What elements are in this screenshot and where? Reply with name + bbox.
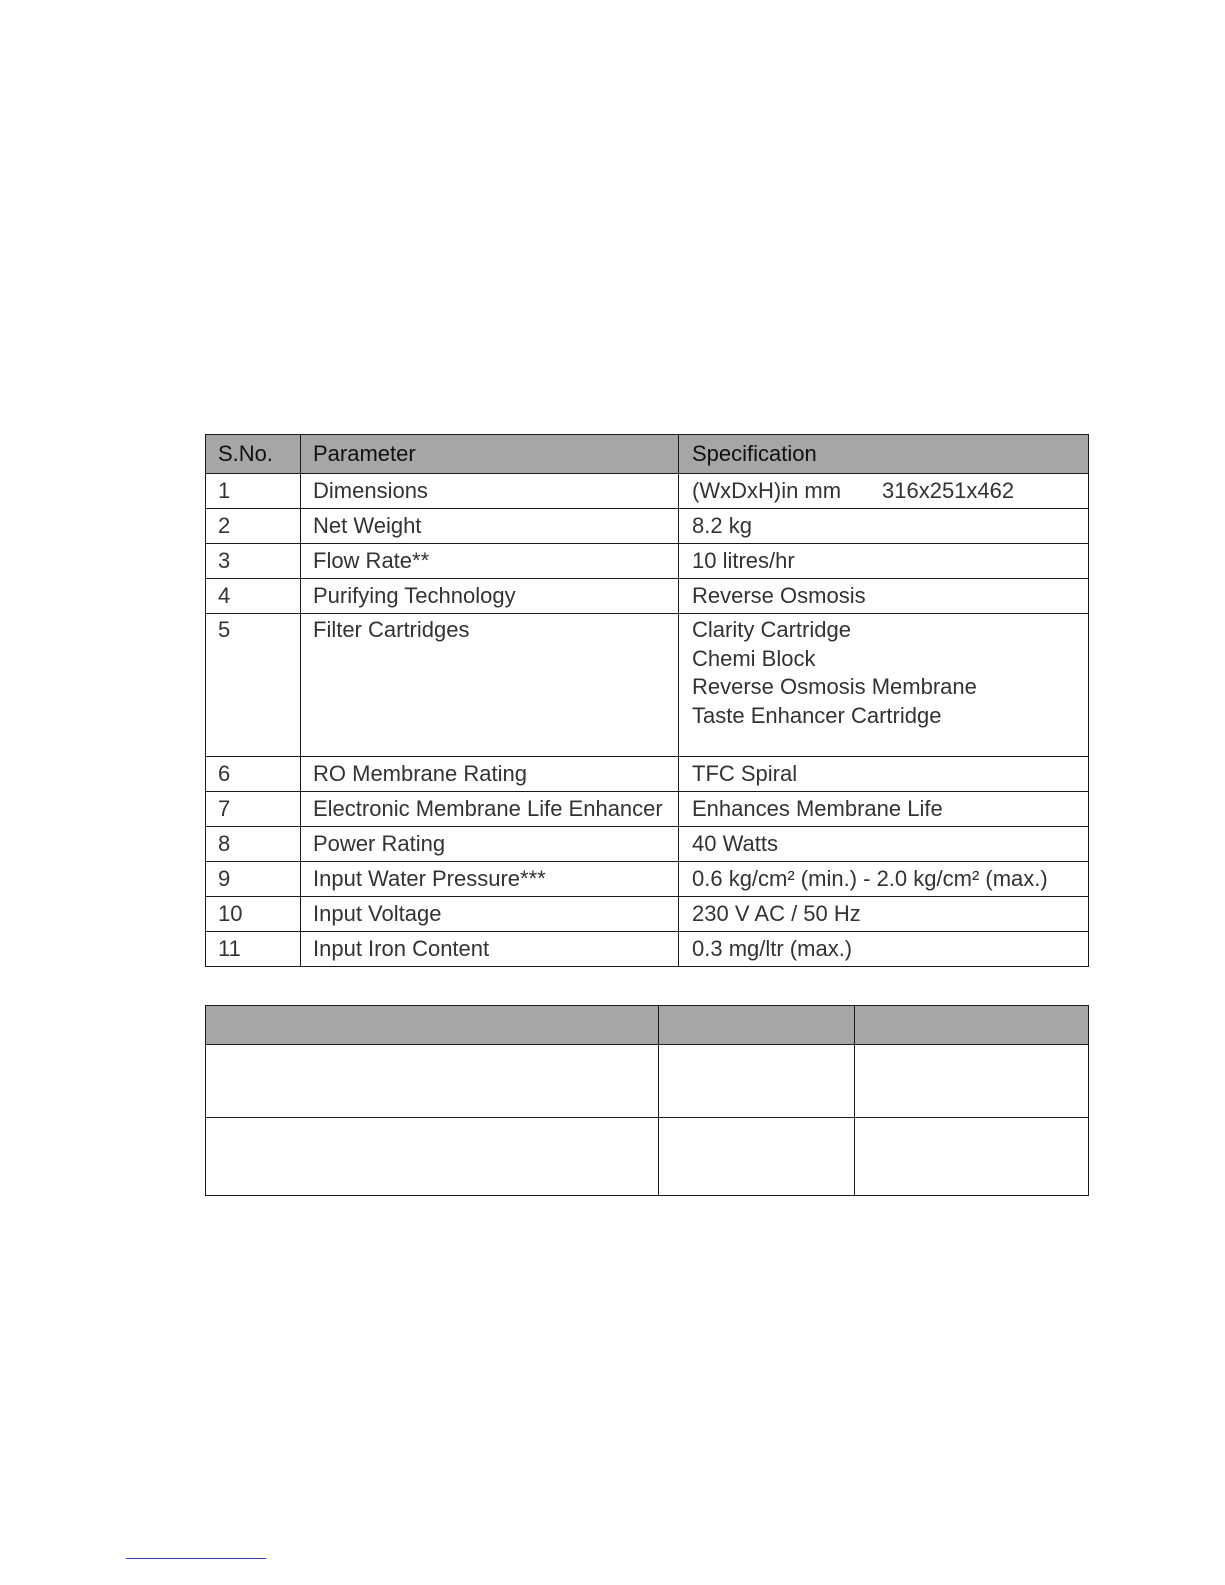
row-specification: [679, 474, 1089, 509]
row-specification: TFC Spiral: [679, 757, 1089, 792]
row-sno: 9: [206, 862, 301, 897]
filter-cartridge-item: Reverse Osmosis Membrane: [692, 674, 977, 699]
specification-table: [205, 434, 1089, 967]
row-parameter: Purifying Technology: [301, 579, 679, 614]
empty-table-row: [206, 1118, 1089, 1196]
footnote-separator: [126, 1558, 266, 1559]
row-parameter: Electronic Membrane Life Enhancer: [301, 792, 679, 827]
empty-table: [205, 1005, 1089, 1196]
empty-cell: [659, 1118, 855, 1196]
row-sno: 7: [206, 792, 301, 827]
row-sno: 6: [206, 757, 301, 792]
table-row: [206, 474, 1089, 509]
empty-cell: [206, 1045, 659, 1118]
row-parameter: Input Iron Content: [301, 932, 679, 967]
table-row: [206, 827, 1089, 862]
table-row: [206, 932, 1089, 967]
empty-cell: [206, 1118, 659, 1196]
filter-cartridge-item: Clarity Cartridge: [692, 617, 851, 642]
row-sno: 11: [206, 932, 301, 967]
row-specification: Reverse Osmosis: [679, 579, 1089, 614]
header-sno: S.No.: [206, 435, 301, 474]
header-specification: Specification: [679, 435, 1089, 474]
row-specification: 0.3 mg/ltr (max.): [679, 932, 1089, 967]
row-parameter: Input Water Pressure***: [301, 862, 679, 897]
row-specification: [679, 614, 1089, 757]
row-sno: 4: [206, 579, 301, 614]
row-specification: Enhances Membrane Life: [679, 792, 1089, 827]
dimension-unit: (WxDxH)in mm: [692, 478, 842, 503]
empty-table-row: [206, 1045, 1089, 1118]
row-specification: 40 Watts: [679, 827, 1089, 862]
empty-header-cell: [855, 1006, 1089, 1045]
row-sno: 1: [206, 474, 301, 509]
table-header-row: [206, 435, 1089, 474]
row-sno: 10: [206, 897, 301, 932]
filter-cartridge-item: Taste Enhancer Cartridge: [692, 702, 942, 728]
row-parameter: Input Voltage: [301, 897, 679, 932]
row-specification: 0.6 kg/cm² (min.) - 2.0 kg/cm² (max.): [679, 862, 1089, 897]
row-parameter: Filter Cartridges: [301, 614, 679, 757]
row-sno: 2: [206, 509, 301, 544]
empty-cell: [855, 1118, 1089, 1196]
empty-cell: [855, 1045, 1089, 1118]
header-parameter: Parameter: [301, 435, 679, 474]
row-specification: 8.2 kg: [679, 509, 1089, 544]
empty-cell: [659, 1045, 855, 1118]
table-row: [206, 579, 1089, 614]
empty-header-cell: [659, 1006, 855, 1045]
empty-header-cell: [206, 1006, 659, 1045]
dimension-value: 316x251x462: [882, 478, 1015, 503]
table-row: [206, 614, 1089, 757]
empty-table-header-row: [206, 1006, 1089, 1045]
row-parameter: RO Membrane Rating: [301, 757, 679, 792]
row-specification: 230 V AC / 50 Hz: [679, 897, 1089, 932]
table-row: [206, 792, 1089, 827]
row-parameter: Power Rating: [301, 827, 679, 862]
table-row: [206, 757, 1089, 792]
row-parameter: Net Weight: [301, 509, 679, 544]
row-sno: 5: [206, 614, 301, 757]
row-parameter: Dimensions: [301, 474, 679, 509]
table-row: [206, 509, 1089, 544]
row-specification: 10 litres/hr: [679, 544, 1089, 579]
row-sno: 3: [206, 544, 301, 579]
row-sno: 8: [206, 827, 301, 862]
table-row: [206, 862, 1089, 897]
table-row: [206, 897, 1089, 932]
filter-cartridge-item: Chemi Block: [692, 645, 816, 671]
row-parameter: Flow Rate**: [301, 544, 679, 579]
table-row: [206, 544, 1089, 579]
